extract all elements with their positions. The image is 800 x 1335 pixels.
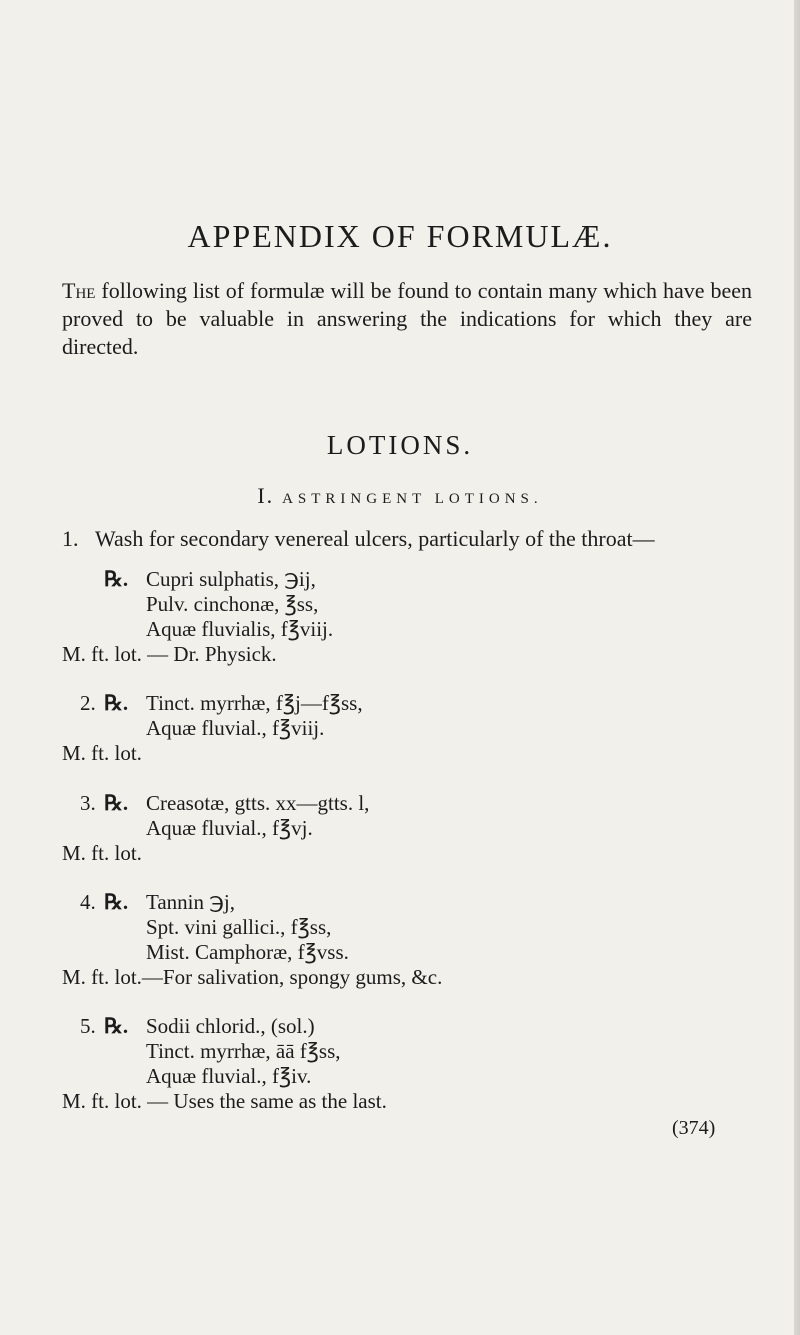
subsection-heading [0, 483, 800, 509]
formula-number: 2. [80, 691, 96, 715]
formula-number: 1. [62, 526, 79, 551]
ingredient-line: Aquæ fluvial., f℥viij. [146, 716, 325, 740]
recipe-symbol: ℞. [104, 890, 129, 914]
page-edge [794, 0, 800, 1335]
ingredient-line: Aquæ fluvial., f℥vj. [146, 816, 313, 840]
ingredient-line: Aquæ fluvialis, f℥viij. [146, 617, 334, 641]
intro-lead: The [62, 278, 96, 303]
page-title: APPENDIX OF FORMULÆ. [187, 218, 613, 254]
formula-number: 5. [80, 1014, 96, 1038]
formula-number: 4. [80, 890, 96, 914]
ingredient-line: Sodii chlorid., (sol.) [146, 1014, 315, 1038]
ingredient-line: Mist. Camphoræ, f℥vss. [146, 940, 349, 964]
intro-text: following list of formulæ will be found to contain many which have been proved to be valuable in answering the indications for which they are directed. [62, 278, 752, 359]
recipe-symbol: ℞. [104, 691, 129, 715]
formula-heading: Wash for secondary venereal ulcers, particularly of the throat— [95, 526, 655, 551]
recipe-symbol: ℞. [104, 567, 129, 591]
formula-direction: M. ft. lot. — Uses the same as the last. [62, 1089, 387, 1113]
recipe-symbol: ℞. [104, 1014, 129, 1038]
subsection-number: I. [257, 483, 275, 508]
ingredient-line: Tinct. myrrhæ, āā f℥ss, [146, 1039, 341, 1063]
ingredient-line: Aquæ fluvial., f℥iv. [146, 1064, 312, 1088]
ingredient-line: Creasotæ, gtts. xx—gtts. l, [146, 791, 370, 815]
formula-direction: M. ft. lot.—For salivation, spongy gums, &c. [62, 965, 443, 989]
formula-number: 3. [80, 791, 96, 815]
intro-paragraph [62, 277, 752, 361]
ingredient-line: Tannin ℈j, [146, 890, 236, 914]
page-number: (374) [672, 1117, 716, 1139]
subsection-label: ASTRINGENT LOTIONS. [282, 491, 543, 507]
formula-direction: M. ft. lot. — Dr. Physick. [62, 642, 277, 666]
ingredient-line: Spt. vini gallici., f℥ss, [146, 915, 332, 939]
recipe-symbol: ℞. [104, 791, 129, 815]
formula-direction: M. ft. lot. [62, 741, 142, 765]
ingredient-line: Cupri sulphatis, ℈ij, [146, 567, 316, 591]
section-heading: LOTIONS. [326, 430, 474, 460]
ingredient-line: Pulv. cinchonæ, ℥ss, [146, 592, 319, 616]
ingredient-line: Tinct. myrrhæ, f℥j—f℥ss, [146, 691, 363, 715]
formula-direction: M. ft. lot. [62, 841, 142, 865]
